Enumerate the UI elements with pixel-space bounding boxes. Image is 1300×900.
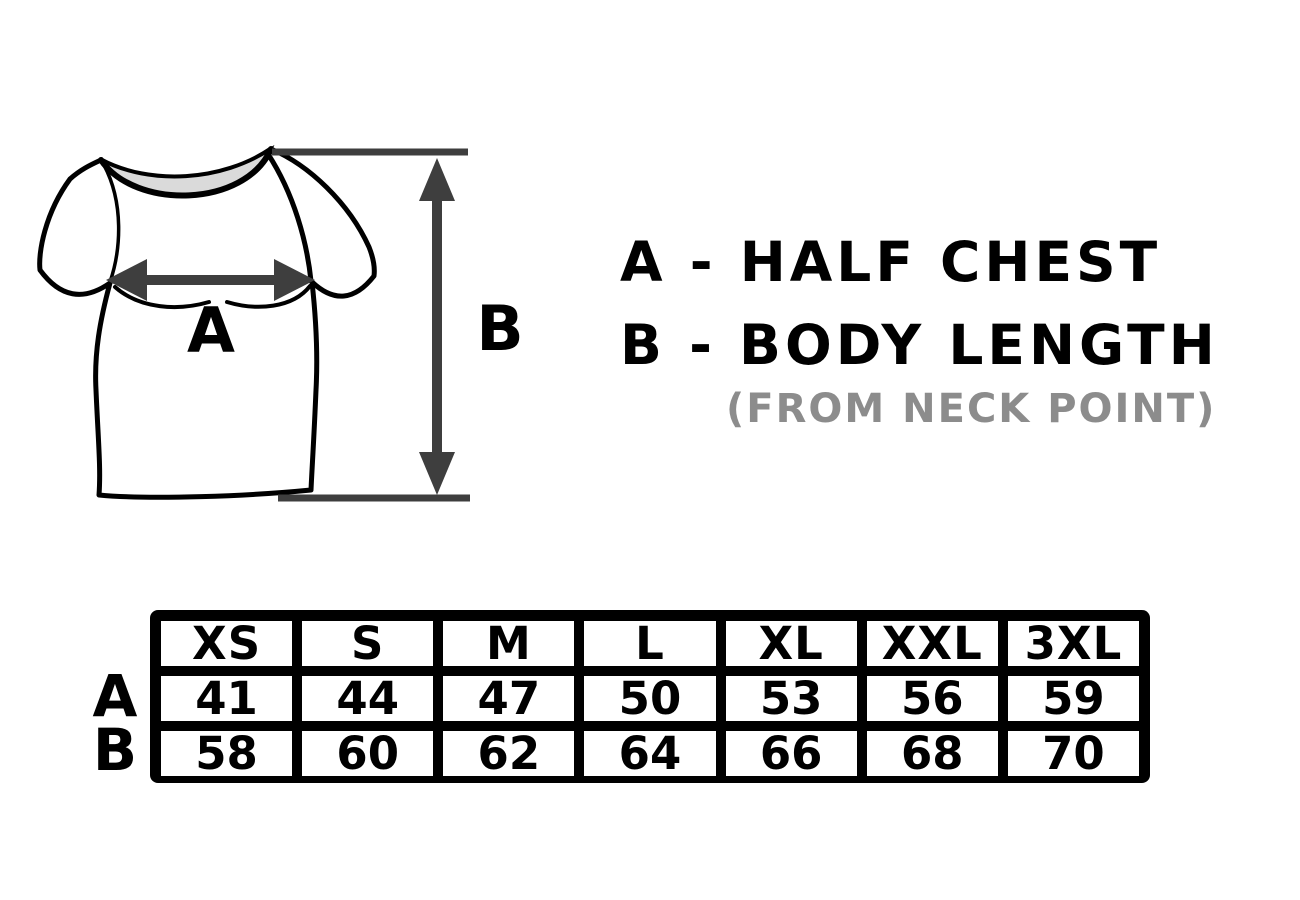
measurement-legend [620,230,1219,432]
size-cell-row-a: 41 [161,676,292,721]
size-cell-row-a: 44 [302,676,433,721]
size-cell-row-a: 47 [443,676,574,721]
legend-half-chest: A - HALF CHEST [620,230,1162,294]
size-cell-row-b: 60 [302,731,433,776]
tshirt-measurement-diagram [30,118,530,518]
size-column-header: XL [726,621,857,666]
size-cell-row-b: 58 [161,731,292,776]
size-cell-row-b: 68 [867,731,998,776]
size-table-row-label-a: A [92,662,138,730]
size-table [150,610,1150,783]
size-cell-row-b: 64 [584,731,715,776]
size-cell-row-b: 70 [1008,731,1139,776]
size-column-header: S [302,621,433,666]
size-cell-row-a: 59 [1008,676,1139,721]
size-column-header: M [443,621,574,666]
size-column-header: XS [161,621,292,666]
size-table-row-label-b: B [92,716,138,784]
size-cell-row-b: 62 [443,731,574,776]
size-cell-row-a: 56 [867,676,998,721]
size-cell-row-a: 50 [584,676,715,721]
measure-b-label: B [476,292,524,365]
legend-neck-point-note: (FROM NECK POINT) [726,386,1217,432]
measure-a-label: A [187,294,235,367]
size-cell-row-a: 53 [726,676,857,721]
size-column-header: 3XL [1008,621,1139,666]
legend-body-length: B - BODY LENGTH [620,313,1219,377]
size-column-header: XXL [867,621,998,666]
size-cell-row-b: 66 [726,731,857,776]
size-column-header: L [584,621,715,666]
